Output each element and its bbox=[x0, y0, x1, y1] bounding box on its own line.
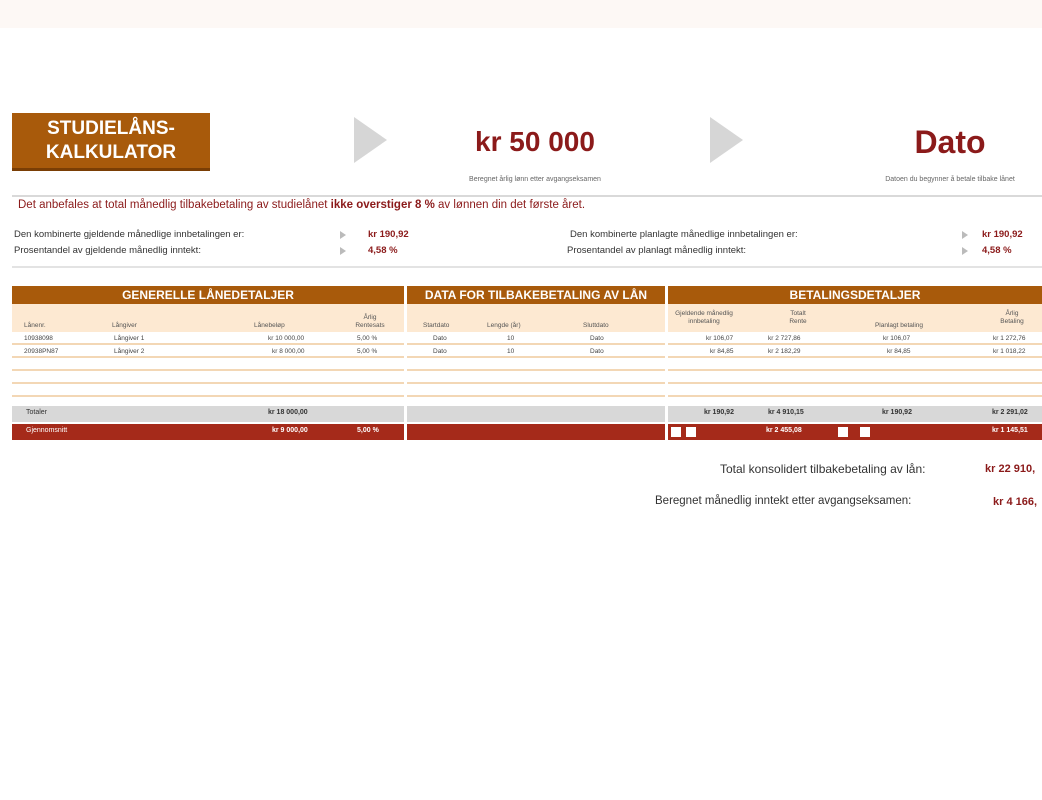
row1-annual: kr 1 272,76 bbox=[993, 335, 1026, 342]
col-current-payment bbox=[672, 310, 736, 326]
section-repayment-data: DATA FOR TILBAKEBETALING AV LÅN bbox=[407, 286, 665, 304]
row-separator bbox=[668, 369, 1042, 371]
divider bbox=[12, 266, 1042, 268]
row2-annual: kr 1 018,22 bbox=[993, 348, 1026, 355]
row1-start[interactable]: Dato bbox=[433, 335, 447, 342]
arrow-right-icon bbox=[340, 247, 346, 255]
recommendation-post: av lønnen din det første året. bbox=[434, 199, 586, 211]
row-separator bbox=[407, 356, 665, 358]
title-line-2: KALKULATOR bbox=[45, 142, 177, 163]
average-label: Gjennomsnitt bbox=[26, 427, 68, 434]
row-separator bbox=[12, 382, 404, 384]
row1-amount[interactable]: kr 10 000,00 bbox=[268, 335, 305, 342]
col-loan-no: Lånenr. bbox=[24, 322, 46, 329]
planned-percent-value: 4,58 % bbox=[982, 245, 1012, 256]
col-planned-payment: Planlagt betaling bbox=[874, 322, 924, 329]
arrow-right-icon bbox=[354, 117, 387, 163]
row-separator bbox=[12, 395, 404, 397]
row1-loan-no[interactable]: 10938098 bbox=[24, 335, 53, 342]
average-annual: kr 1 145,51 bbox=[992, 427, 1028, 434]
totals-planned: kr 190,92 bbox=[882, 409, 912, 416]
blank-cell-box bbox=[838, 427, 848, 437]
col-annual-payment bbox=[992, 310, 1032, 326]
arrow-right-icon bbox=[962, 247, 968, 255]
totals-label: Totaler bbox=[26, 409, 48, 416]
average-amount: kr 9 000,00 bbox=[272, 427, 308, 434]
divider bbox=[12, 195, 1042, 197]
calculator-title bbox=[12, 113, 210, 171]
col-rate-line-1: Årlig bbox=[363, 314, 377, 321]
row2-interest: kr 2 182,29 bbox=[768, 348, 801, 355]
top-band bbox=[0, 0, 1042, 28]
section-general-loan-details: GENERELLE LÅNEDETALJER bbox=[12, 286, 404, 304]
annual-salary-caption: Beregnet årlig lønn etter avgangseksamen bbox=[469, 176, 601, 183]
section-payment-details: BETALINGSDETALJER bbox=[668, 286, 1042, 304]
totals-row-general bbox=[12, 406, 404, 422]
row2-loan-no[interactable]: 20938PN87 bbox=[24, 348, 59, 355]
annual-salary-value[interactable]: kr 50 000 bbox=[475, 126, 595, 157]
col-interest-line-2: Rente bbox=[789, 318, 807, 325]
row2-length[interactable]: 10 bbox=[507, 348, 515, 355]
col-amount: Lånebeløp bbox=[254, 322, 285, 329]
recommendation-bold: ikke overstiger 8 % bbox=[330, 199, 435, 211]
monthly-income-value: kr 4 166, bbox=[993, 496, 1038, 508]
row-separator bbox=[668, 356, 1042, 358]
row-separator bbox=[407, 382, 665, 384]
arrow-right-icon bbox=[340, 231, 346, 239]
average-interest: kr 2 455,08 bbox=[766, 427, 802, 434]
title-line-1: STUDIELÅNS- bbox=[47, 118, 175, 139]
col-current-line-1: Gjeldende månedlig bbox=[675, 310, 733, 317]
row2-amount[interactable]: kr 8 000,00 bbox=[272, 348, 305, 355]
col-annual-line-1: Årlig bbox=[1005, 310, 1019, 317]
row-separator bbox=[407, 369, 665, 371]
col-rate bbox=[350, 314, 390, 330]
average-row-payment bbox=[668, 424, 1042, 440]
col-start-date: Startdato bbox=[423, 322, 450, 329]
row1-length[interactable]: 10 bbox=[507, 335, 515, 342]
row1-planned[interactable]: kr 106,07 bbox=[883, 335, 911, 342]
row1-rate[interactable]: 5,00 % bbox=[357, 335, 378, 342]
row-separator bbox=[12, 356, 404, 358]
repayment-start-caption: Datoen du begynner å betale tilbake lånet bbox=[885, 176, 1015, 183]
current-percent-value: 4,58 % bbox=[368, 245, 398, 256]
average-row-general bbox=[12, 424, 404, 440]
totals-interest: kr 4 910,15 bbox=[768, 409, 804, 416]
col-current-line-2: innbetaling bbox=[688, 318, 720, 325]
row2-rate[interactable]: 5,00 % bbox=[357, 348, 378, 355]
total-repayment-label: Total konsolidert tilbakebetaling av lån: bbox=[720, 462, 926, 476]
blank-cell-box bbox=[686, 427, 696, 437]
planned-payment-label: Den kombinerte planlagte månedlige innbetalingen er: bbox=[570, 229, 798, 240]
current-payment-label: Den kombinerte gjeldende månedlige innbetalingen er: bbox=[14, 229, 245, 240]
row2-lender[interactable]: Långiver 2 bbox=[114, 348, 145, 355]
monthly-income-label: Beregnet månedlig inntekt etter avgangseksamen: bbox=[655, 495, 912, 507]
current-payment-value: kr 190,92 bbox=[368, 229, 409, 240]
row2-planned[interactable]: kr 84,85 bbox=[887, 348, 911, 355]
row1-lender[interactable]: Långiver 1 bbox=[114, 335, 145, 342]
row-separator bbox=[668, 395, 1042, 397]
recommendation-text bbox=[18, 199, 585, 211]
row-separator bbox=[407, 343, 665, 345]
blank-cell-box bbox=[671, 427, 681, 437]
row-separator bbox=[12, 343, 404, 345]
totals-row-repayment bbox=[407, 406, 665, 422]
average-rate: 5,00 % bbox=[357, 427, 379, 434]
row2-start[interactable]: Dato bbox=[433, 348, 447, 355]
row-separator bbox=[668, 382, 1042, 384]
totals-amount: kr 18 000,00 bbox=[268, 409, 308, 416]
blank-cell-box bbox=[860, 427, 870, 437]
average-row-repayment bbox=[407, 424, 665, 440]
recommendation-pre: Det anbefales at total månedlig tilbakebetaling av studielånet bbox=[18, 199, 331, 211]
row2-end: Dato bbox=[590, 348, 604, 355]
col-rate-line-2: Rentesats bbox=[355, 322, 385, 329]
col-lender: Långiver bbox=[112, 322, 137, 329]
row-separator bbox=[668, 343, 1042, 345]
current-percent-label: Prosentandel av gjeldende månedlig inntekt: bbox=[14, 245, 201, 256]
row1-current: kr 106,07 bbox=[706, 335, 734, 342]
planned-payment-value: kr 190,92 bbox=[982, 229, 1023, 240]
totals-current: kr 190,92 bbox=[704, 409, 734, 416]
col-interest-line-1: Totalt bbox=[790, 310, 806, 317]
arrow-right-icon bbox=[962, 231, 968, 239]
row1-interest: kr 2 727,86 bbox=[768, 335, 801, 342]
arrow-right-icon bbox=[710, 117, 743, 163]
row2-current: kr 84,85 bbox=[710, 348, 734, 355]
row-separator bbox=[407, 395, 665, 397]
col-annual-line-2: Betaling bbox=[1000, 318, 1024, 325]
totals-annual: kr 2 291,02 bbox=[992, 409, 1028, 416]
col-length: Lengde (år) bbox=[487, 322, 521, 329]
row-separator bbox=[12, 369, 404, 371]
general-column-headers bbox=[12, 304, 404, 332]
planned-percent-label: Prosentandel av planlagt månedlig inntekt: bbox=[567, 245, 747, 256]
total-repayment-value: kr 22 910, bbox=[985, 463, 1036, 475]
col-end-date: Sluttdato bbox=[583, 322, 609, 329]
repayment-start-date[interactable]: Dato bbox=[914, 124, 986, 160]
payment-column-headers bbox=[668, 304, 1042, 332]
col-total-interest bbox=[774, 310, 822, 326]
row1-end: Dato bbox=[590, 335, 604, 342]
repayment-column-headers bbox=[407, 304, 665, 332]
